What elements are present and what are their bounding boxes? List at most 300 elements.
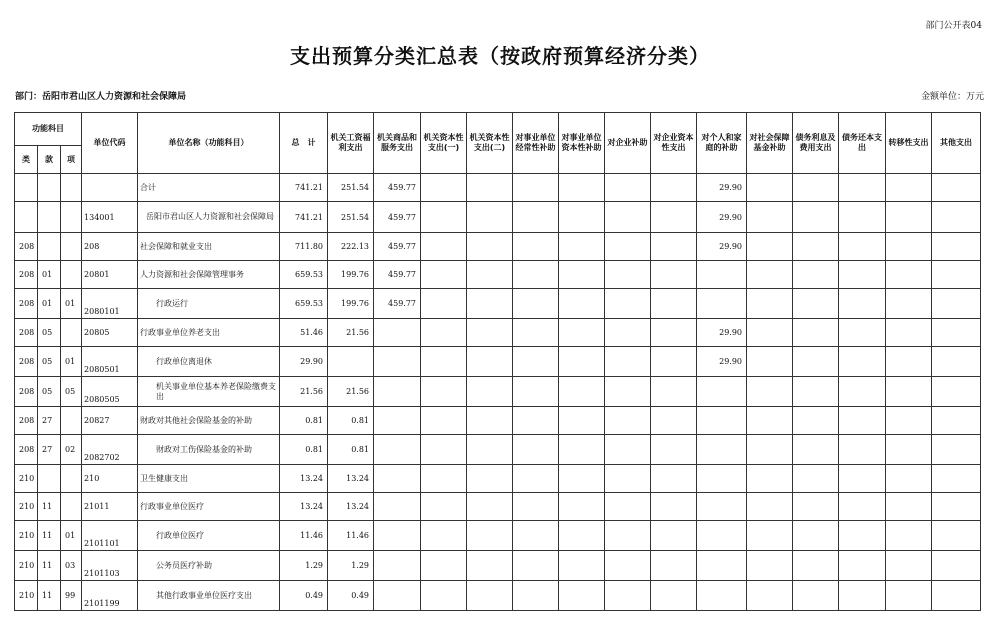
cell-c3	[421, 233, 467, 261]
cell-c4	[467, 202, 513, 233]
cell-c10	[747, 289, 793, 319]
cell-c4	[467, 581, 513, 611]
cell-c12	[839, 319, 886, 347]
cell-lei: 208	[15, 289, 38, 319]
cell-c10	[747, 174, 793, 202]
cell-kuan: 11	[38, 551, 61, 581]
cell-total: 13.24	[280, 465, 328, 493]
cell-c10	[747, 202, 793, 233]
cell-c6	[559, 233, 605, 261]
cell-c7	[605, 319, 651, 347]
table-row	[15, 377, 981, 407]
cell-c14	[932, 465, 981, 493]
cell-c7	[605, 174, 651, 202]
cell-name: 其他行政事业单位医疗支出	[138, 581, 280, 611]
cell-xiang: 01	[61, 521, 82, 551]
cell-lei: 208	[15, 261, 38, 289]
table-row	[15, 174, 981, 202]
cell-c14	[932, 319, 981, 347]
table-body	[15, 174, 981, 611]
cell-c11	[793, 493, 839, 521]
cell-c10	[747, 377, 793, 407]
cell-c2	[374, 465, 421, 493]
cell-c12	[839, 493, 886, 521]
cell-c14	[932, 174, 981, 202]
cell-name: 财政对其他社会保险基金的补助	[138, 407, 280, 435]
cell-xiang: 99	[61, 581, 82, 611]
cell-c3	[421, 581, 467, 611]
cell-c5	[513, 581, 559, 611]
cell-c13	[886, 407, 932, 435]
cell-c7	[605, 581, 651, 611]
cell-c10	[747, 465, 793, 493]
cell-xiang	[61, 493, 82, 521]
cell-c1: 21.56	[328, 377, 374, 407]
cell-c13	[886, 435, 932, 465]
cell-c5	[513, 465, 559, 493]
cell-c13	[886, 319, 932, 347]
func-subject-header: 功能科目	[15, 113, 82, 146]
cell-code: 2080101	[82, 289, 138, 319]
cell-code	[82, 174, 138, 202]
cell-c3	[421, 174, 467, 202]
cell-c3	[421, 202, 467, 233]
cell-code: 20805	[82, 319, 138, 347]
table-row	[15, 202, 981, 233]
col-header: 对社会保障基金补助	[747, 113, 793, 174]
total-header: 总 计	[280, 113, 328, 174]
cell-lei: 208	[15, 435, 38, 465]
cell-c6	[559, 407, 605, 435]
cell-name: 行政事业单位养老支出	[138, 319, 280, 347]
cell-c3	[421, 347, 467, 377]
cell-c2: 459.77	[374, 289, 421, 319]
cell-c6	[559, 261, 605, 289]
cell-c8	[651, 233, 697, 261]
cell-total: 0.81	[280, 407, 328, 435]
cell-lei: 210	[15, 581, 38, 611]
cell-c7	[605, 435, 651, 465]
cell-c7	[605, 233, 651, 261]
cell-c6	[559, 465, 605, 493]
cell-c2: 459.77	[374, 202, 421, 233]
cell-c8	[651, 289, 697, 319]
col-header: 机关商品和服务支出	[374, 113, 421, 174]
cell-kuan: 11	[38, 493, 61, 521]
table-row	[15, 319, 981, 347]
cell-c6	[559, 377, 605, 407]
cell-c2	[374, 493, 421, 521]
cell-c6	[559, 319, 605, 347]
cell-c3	[421, 465, 467, 493]
cell-code: 21011	[82, 493, 138, 521]
cell-c9	[697, 581, 747, 611]
cell-name: 岳阳市君山区人力资源和社会保障局	[138, 202, 280, 233]
cell-c3	[421, 319, 467, 347]
cell-kuan: 01	[38, 261, 61, 289]
cell-c7	[605, 407, 651, 435]
cell-c2	[374, 551, 421, 581]
cell-c10	[747, 435, 793, 465]
cell-c14	[932, 581, 981, 611]
cell-c1: 222.13	[328, 233, 374, 261]
cell-code: 20801	[82, 261, 138, 289]
cell-c1: 21.56	[328, 319, 374, 347]
cell-c8	[651, 319, 697, 347]
cell-c6	[559, 347, 605, 377]
cell-c1: 0.81	[328, 435, 374, 465]
cell-c12	[839, 347, 886, 377]
cell-c5	[513, 202, 559, 233]
cell-xiang	[61, 174, 82, 202]
cell-c7	[605, 551, 651, 581]
cell-c1: 11.46	[328, 521, 374, 551]
cell-name: 行政运行	[138, 289, 280, 319]
cell-c9: 29.90	[697, 202, 747, 233]
cell-name: 财政对工伤保险基金的补助	[138, 435, 280, 465]
cell-c10	[747, 493, 793, 521]
cell-name: 卫生健康支出	[138, 465, 280, 493]
col-header: 其他支出	[932, 113, 981, 174]
cell-c14	[932, 233, 981, 261]
cell-kuan	[38, 174, 61, 202]
header-row-1	[15, 113, 981, 146]
cell-c9	[697, 377, 747, 407]
table-row	[15, 435, 981, 465]
cell-c9	[697, 435, 747, 465]
cell-c12	[839, 289, 886, 319]
cell-c8	[651, 521, 697, 551]
cell-c2: 459.77	[374, 261, 421, 289]
cell-c7	[605, 465, 651, 493]
cell-code: 134001	[82, 202, 138, 233]
cell-c2	[374, 377, 421, 407]
cell-name: 人力资源和社会保障管理事务	[138, 261, 280, 289]
cell-c12	[839, 581, 886, 611]
cell-xiang	[61, 319, 82, 347]
col-header: 对事业单位经常性补助	[513, 113, 559, 174]
cell-lei: 210	[15, 521, 38, 551]
cell-c3	[421, 407, 467, 435]
cell-kuan: 05	[38, 377, 61, 407]
cell-c9	[697, 521, 747, 551]
cell-c3	[421, 551, 467, 581]
cell-c14	[932, 347, 981, 377]
cell-total: 741.21	[280, 202, 328, 233]
cell-total: 711.80	[280, 233, 328, 261]
cell-xiang: 01	[61, 289, 82, 319]
cell-c3	[421, 493, 467, 521]
cell-total: 21.56	[280, 377, 328, 407]
cell-kuan	[38, 202, 61, 233]
kuan-header: 款	[38, 146, 61, 174]
cell-name: 行政事业单位医疗	[138, 493, 280, 521]
cell-kuan: 05	[38, 347, 61, 377]
cell-xiang: 05	[61, 377, 82, 407]
cell-c4	[467, 289, 513, 319]
cell-c9	[697, 493, 747, 521]
cell-c8	[651, 435, 697, 465]
cell-code: 210	[82, 465, 138, 493]
table-row	[15, 261, 981, 289]
cell-total: 13.24	[280, 493, 328, 521]
col-header: 债务利息及费用支出	[793, 113, 839, 174]
cell-c13	[886, 233, 932, 261]
cell-kuan: 05	[38, 319, 61, 347]
cell-c13	[886, 377, 932, 407]
cell-c14	[932, 407, 981, 435]
cell-c12	[839, 521, 886, 551]
cell-code: 2082702	[82, 435, 138, 465]
cell-code: 208	[82, 233, 138, 261]
cell-kuan: 11	[38, 521, 61, 551]
cell-c9	[697, 289, 747, 319]
cell-code: 2101101	[82, 521, 138, 551]
cell-c12	[839, 202, 886, 233]
table-row	[15, 581, 981, 611]
cell-code: 2080501	[82, 347, 138, 377]
cell-c14	[932, 289, 981, 319]
cell-name: 合计	[138, 174, 280, 202]
cell-xiang: 03	[61, 551, 82, 581]
unit-code-header: 单位代码	[82, 113, 138, 174]
cell-total: 0.81	[280, 435, 328, 465]
cell-c3	[421, 435, 467, 465]
cell-lei: 208	[15, 377, 38, 407]
col-header: 机关资本性支出(一)	[421, 113, 467, 174]
cell-c2	[374, 319, 421, 347]
cell-c13	[886, 261, 932, 289]
cell-c11	[793, 581, 839, 611]
cell-c4	[467, 435, 513, 465]
cell-c9	[697, 261, 747, 289]
cell-c8	[651, 261, 697, 289]
cell-c7	[605, 377, 651, 407]
cell-c7	[605, 261, 651, 289]
cell-c8	[651, 465, 697, 493]
cell-c9: 29.90	[697, 319, 747, 347]
cell-c6	[559, 521, 605, 551]
cell-c12	[839, 174, 886, 202]
cell-kuan: 01	[38, 289, 61, 319]
cell-c14	[932, 377, 981, 407]
cell-c9: 29.90	[697, 174, 747, 202]
cell-c4	[467, 377, 513, 407]
col-header: 机关工资福利支出	[328, 113, 374, 174]
cell-c10	[747, 347, 793, 377]
cell-c11	[793, 377, 839, 407]
cell-c14	[932, 202, 981, 233]
col-header: 对企业资本性支出	[651, 113, 697, 174]
table-row	[15, 551, 981, 581]
cell-lei	[15, 202, 38, 233]
cell-total: 659.53	[280, 289, 328, 319]
cell-c5	[513, 551, 559, 581]
cell-total: 29.90	[280, 347, 328, 377]
cell-c1: 1.29	[328, 551, 374, 581]
cell-total: 51.46	[280, 319, 328, 347]
cell-lei: 210	[15, 465, 38, 493]
cell-kuan	[38, 233, 61, 261]
cell-c9	[697, 551, 747, 581]
cell-c9	[697, 465, 747, 493]
table-row	[15, 289, 981, 319]
cell-c11	[793, 407, 839, 435]
form-number: 部门公开表04	[925, 21, 982, 31]
cell-c14	[932, 521, 981, 551]
table-row	[15, 465, 981, 493]
col-header: 对企业补助	[605, 113, 651, 174]
cell-code: 2080505	[82, 377, 138, 407]
cell-total: 741.21	[280, 174, 328, 202]
cell-c6	[559, 493, 605, 521]
cell-c13	[886, 289, 932, 319]
cell-c1: 0.81	[328, 407, 374, 435]
cell-name: 行政单位离退休	[138, 347, 280, 377]
cell-c8	[651, 347, 697, 377]
cell-total: 1.29	[280, 551, 328, 581]
table-row	[15, 493, 981, 521]
cell-c4	[467, 465, 513, 493]
cell-c5	[513, 233, 559, 261]
col-header: 对个人和家庭的补助	[697, 113, 747, 174]
cell-c7	[605, 202, 651, 233]
cell-total: 11.46	[280, 521, 328, 551]
cell-c10	[747, 233, 793, 261]
cell-c1: 199.76	[328, 289, 374, 319]
cell-kuan	[38, 465, 61, 493]
cell-c14	[932, 435, 981, 465]
cell-c12	[839, 435, 886, 465]
xiang-header: 项	[61, 146, 82, 174]
cell-c4	[467, 174, 513, 202]
cell-xiang	[61, 261, 82, 289]
cell-c10	[747, 407, 793, 435]
cell-xiang: 02	[61, 435, 82, 465]
cell-c6	[559, 435, 605, 465]
col-header: 转移性支出	[886, 113, 932, 174]
cell-code: 20827	[82, 407, 138, 435]
cell-c4	[467, 521, 513, 551]
cell-c4	[467, 319, 513, 347]
cell-c4	[467, 407, 513, 435]
cell-c10	[747, 551, 793, 581]
cell-total: 659.53	[280, 261, 328, 289]
cell-c11	[793, 233, 839, 261]
cell-c12	[839, 261, 886, 289]
cell-c5	[513, 493, 559, 521]
cell-kuan: 11	[38, 581, 61, 611]
cell-c1: 251.54	[328, 174, 374, 202]
cell-c14	[932, 493, 981, 521]
cell-c13	[886, 581, 932, 611]
cell-c5	[513, 289, 559, 319]
cell-c5	[513, 319, 559, 347]
cell-c12	[839, 551, 886, 581]
cell-c13	[886, 202, 932, 233]
cell-c11	[793, 551, 839, 581]
cell-c5	[513, 407, 559, 435]
lei-header: 类	[15, 146, 38, 174]
cell-c10	[747, 261, 793, 289]
cell-c1: 0.49	[328, 581, 374, 611]
cell-c12	[839, 465, 886, 493]
cell-c5	[513, 347, 559, 377]
cell-c3	[421, 377, 467, 407]
cell-c13	[886, 521, 932, 551]
cell-c8	[651, 377, 697, 407]
cell-c5	[513, 377, 559, 407]
col-header: 债务还本支出	[839, 113, 886, 174]
cell-xiang	[61, 407, 82, 435]
cell-c11	[793, 319, 839, 347]
cell-lei	[15, 174, 38, 202]
cell-c4	[467, 261, 513, 289]
cell-c2	[374, 435, 421, 465]
cell-c5	[513, 261, 559, 289]
table-row	[15, 233, 981, 261]
cell-kuan: 27	[38, 407, 61, 435]
cell-c1: 251.54	[328, 202, 374, 233]
cell-lei: 210	[15, 493, 38, 521]
cell-c11	[793, 174, 839, 202]
cell-c6	[559, 289, 605, 319]
cell-c13	[886, 551, 932, 581]
cell-c3	[421, 289, 467, 319]
cell-c1: 13.24	[328, 465, 374, 493]
cell-c7	[605, 347, 651, 377]
cell-c5	[513, 435, 559, 465]
cell-c12	[839, 407, 886, 435]
cell-c6	[559, 202, 605, 233]
cell-kuan: 27	[38, 435, 61, 465]
cell-c2	[374, 521, 421, 551]
cell-c7	[605, 521, 651, 551]
cell-lei: 208	[15, 319, 38, 347]
page-title: 支出预算分类汇总表（按政府预算经济分类）	[290, 44, 710, 68]
col-header: 机关资本性支出(二)	[467, 113, 513, 174]
cell-c13	[886, 465, 932, 493]
cell-c3	[421, 521, 467, 551]
cell-c10	[747, 319, 793, 347]
cell-lei: 208	[15, 233, 38, 261]
cell-c11	[793, 521, 839, 551]
cell-c10	[747, 581, 793, 611]
cell-c11	[793, 435, 839, 465]
cell-c2: 459.77	[374, 174, 421, 202]
cell-name: 行政单位医疗	[138, 521, 280, 551]
budget-table	[14, 112, 981, 611]
cell-c8	[651, 493, 697, 521]
cell-c13	[886, 493, 932, 521]
department-label: 部门：岳阳市君山区人力资源和社会保障局	[15, 92, 187, 102]
cell-c5	[513, 521, 559, 551]
cell-c8	[651, 551, 697, 581]
cell-name: 公务员医疗补助	[138, 551, 280, 581]
cell-lei: 210	[15, 551, 38, 581]
cell-code: 2101103	[82, 551, 138, 581]
cell-c6	[559, 551, 605, 581]
cell-c1: 13.24	[328, 493, 374, 521]
cell-c11	[793, 289, 839, 319]
cell-c9: 29.90	[697, 233, 747, 261]
cell-c5	[513, 174, 559, 202]
col-header: 对事业单位资本性补助	[559, 113, 605, 174]
cell-c4	[467, 347, 513, 377]
cell-c13	[886, 347, 932, 377]
cell-c14	[932, 551, 981, 581]
cell-c11	[793, 347, 839, 377]
